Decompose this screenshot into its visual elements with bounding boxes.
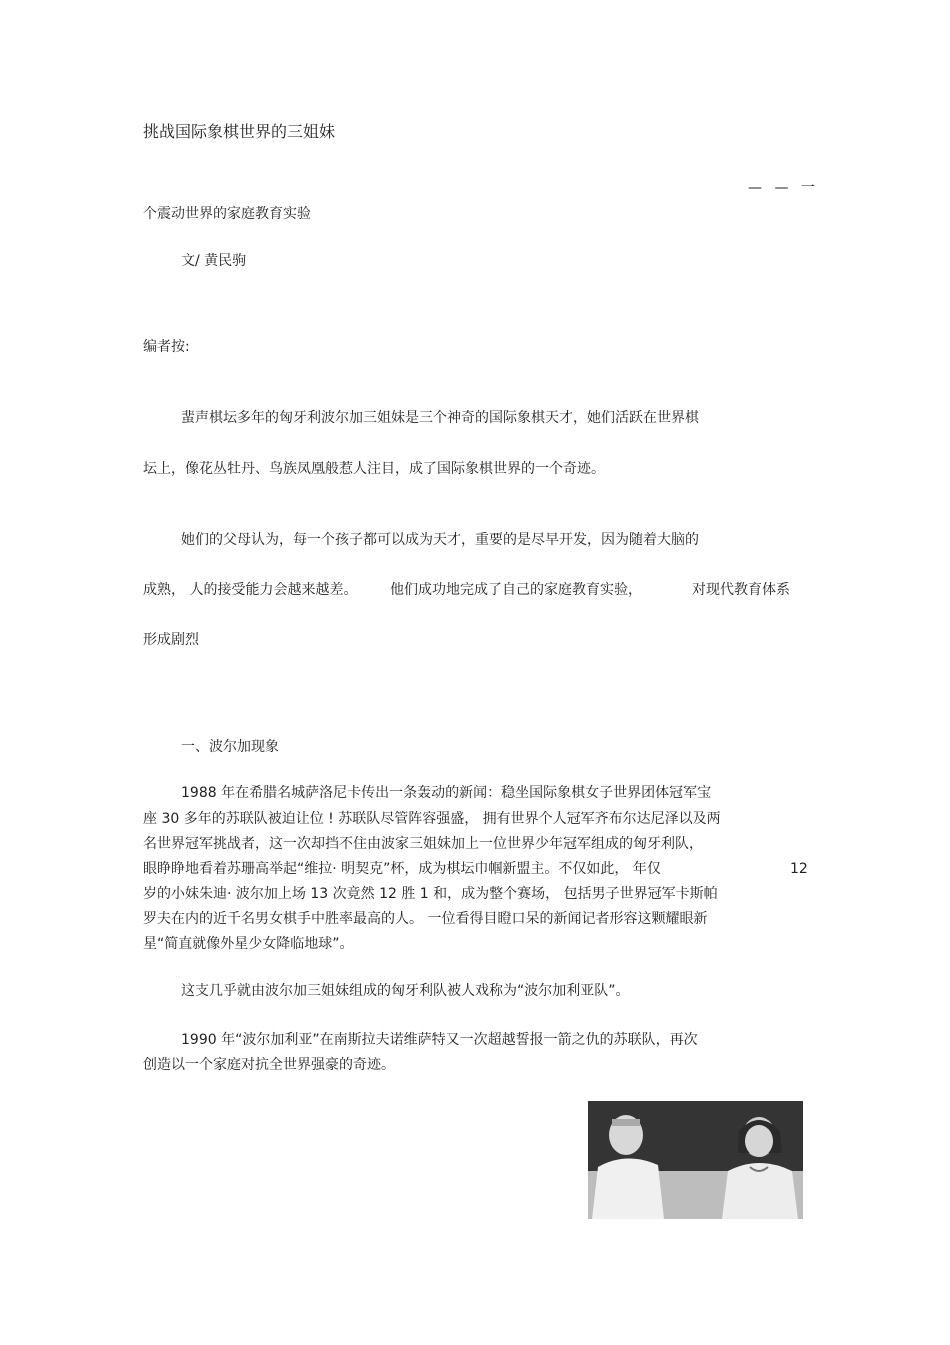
body-line: 1990 年“波尔加利亚”在南斯拉夫诺维萨特又一次超越誓报一箭之仇的苏联队，再次 xyxy=(181,1032,698,1048)
editor-note-line: 蜚声棋坛多年的匈牙利波尔加三姐妹是三个神奇的国际象棋天才，她们活跃在世界棋 xyxy=(181,410,699,426)
editor-note-line: 她们的父母认为，每一个孩子都可以成为天才，重要的是尽早开发，因为随着大脑的 xyxy=(181,532,699,548)
body-line: 星“简直就像外星少女降临地球”。 xyxy=(143,936,354,952)
author-line: 文/ 黄民驹 xyxy=(181,253,247,269)
editor-note-line: 坛上，像花丛牡丹、鸟族凤凰般惹人注目，成了国际象棋世界的一个奇迹。 xyxy=(143,461,605,477)
body-line: 1988 年在希腊名城萨洛尼卡传出一条轰动的新闻：稳坐国际象棋女子世界团体冠军宝 xyxy=(181,785,712,801)
body-line: 眼睁睁地看着苏珊高举起“维拉· 明契克”杯，成为棋坛巾帼新盟主。不仅如此， 年仅 xyxy=(143,861,661,877)
editor-note-line: 成熟， 人的接受能力会越来越差。 xyxy=(143,582,358,598)
article-title: 挑战国际象棋世界的三姐妹 xyxy=(143,122,336,141)
parents-photo xyxy=(588,1101,803,1219)
editor-note-line: 形成剧烈 xyxy=(143,632,199,648)
body-line: 这支几乎就由波尔加三姐妹组成的匈牙利队被人戏称为“波尔加利亚队”。 xyxy=(181,983,630,999)
editor-note-label: 编者按: xyxy=(143,339,190,355)
article-subtitle: 个震动世界的家庭教育实验 xyxy=(143,206,311,222)
photo-illustration xyxy=(588,1101,803,1219)
body-line-number: 12 xyxy=(790,861,808,877)
body-line: 座 30 多年的苏联队被迫让位 ! 苏联队尽管阵容强盛， 拥有世界个人冠军齐布尔达尼泽以及两 xyxy=(143,811,721,827)
section-heading: 一、波尔加现象 xyxy=(181,739,279,755)
body-line: 岁的小妹朱迪· 波尔加上场 13 次竟然 12 胜 1 和，成为整个赛场， 包括男子世界冠军卡斯帕 xyxy=(143,886,718,902)
body-line: 名世界冠军挑战者，这一次却挡不住由波家三姐妹加上一位世界少年冠军组成的匈牙利队， xyxy=(143,836,703,852)
editor-note-line: 对现代教育体系 xyxy=(692,582,790,598)
subtitle-dash: — — 一 xyxy=(748,180,819,196)
editor-note-line: 他们成功地完成了自己的家庭教育实验， xyxy=(390,582,642,598)
body-line: 罗夫在内的近千名男女棋手中胜率最高的人。 一位看得目瞪口呆的新闻记者形容这颗耀眼新 xyxy=(143,911,708,927)
body-line: 创造以一个家庭对抗全世界强豪的奇迹。 xyxy=(143,1057,395,1073)
